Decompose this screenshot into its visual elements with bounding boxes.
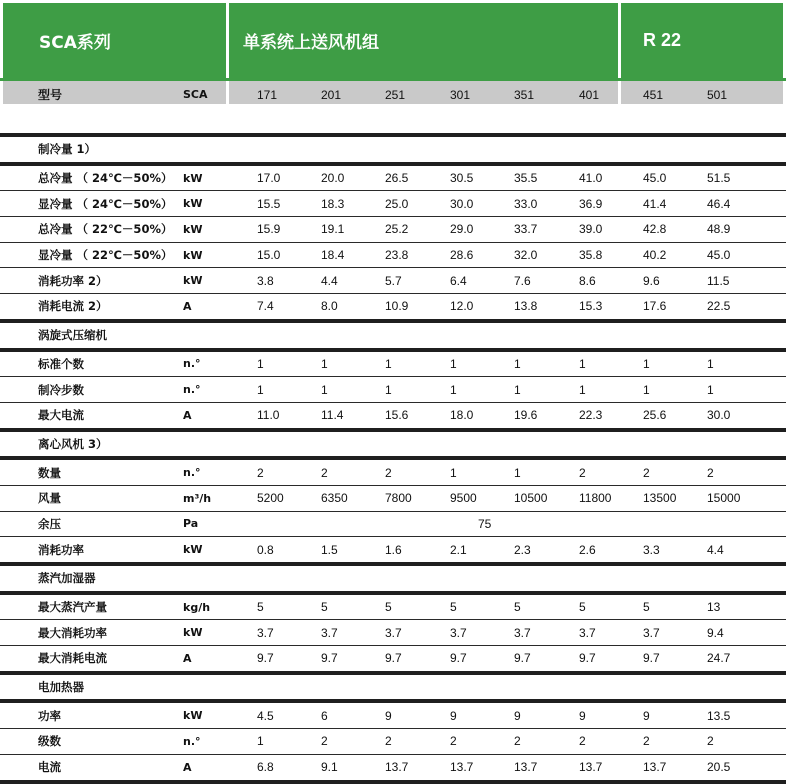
row-value: 2 [321, 734, 328, 749]
row-label: 级数 [38, 734, 61, 749]
row-value: 6 [321, 708, 328, 723]
row-value: 2 [579, 465, 586, 480]
row-value: 13.5 [707, 708, 731, 723]
row-value: 1 [450, 356, 457, 371]
row-value: 45.0 [643, 171, 667, 186]
row-label: 总冷量 （ 24℃－50%） [38, 171, 173, 186]
row-value: 11800 [579, 491, 612, 506]
row-value: 5.7 [385, 273, 402, 288]
model-number: 451 [643, 88, 664, 102]
model-number: 401 [579, 88, 600, 102]
table-row [0, 377, 786, 402]
row-value: 13 [707, 600, 721, 615]
row-label: 消耗功率 2） [38, 273, 108, 288]
table-row [0, 512, 786, 537]
row-value: 9.6 [643, 273, 660, 288]
row-value: 3.7 [385, 625, 402, 640]
row-value: 15.5 [257, 196, 281, 211]
row-value: 41.0 [579, 171, 603, 186]
row-value: 5 [450, 600, 457, 615]
row-value: 8.6 [579, 273, 596, 288]
row-unit: n.° [183, 383, 201, 397]
row-value: 13.7 [385, 760, 409, 775]
row-unit: kW [183, 709, 203, 723]
series-title: SCA系列 [39, 33, 111, 53]
table-row [0, 646, 786, 671]
row-value: 5 [579, 600, 586, 615]
section-label: 涡旋式压缩机 [38, 328, 107, 343]
row-value: 2.6 [579, 542, 596, 557]
row-value: 17.6 [643, 299, 667, 314]
row-value: 28.6 [450, 248, 474, 263]
row-label: 标准个数 [38, 356, 84, 371]
row-value: 13.7 [514, 760, 538, 775]
row-value: 22.3 [579, 408, 603, 423]
model-band-middle [229, 81, 618, 104]
row-value: 23.8 [385, 248, 409, 263]
row-value: 17.0 [257, 171, 281, 186]
table-row [0, 595, 786, 620]
row-value: 6.8 [257, 760, 274, 775]
row-value: 2 [707, 465, 714, 480]
row-value: 3.7 [450, 625, 467, 640]
row-value: 3.7 [321, 625, 338, 640]
row-value: 2 [385, 734, 392, 749]
row-label: 数量 [38, 465, 61, 480]
row-unit: m³/h [183, 491, 212, 505]
row-value: 9 [450, 708, 457, 723]
row-value: 36.9 [579, 196, 603, 211]
row-value: 2 [450, 734, 457, 749]
row-value: 1 [707, 382, 714, 397]
row-value: 2 [321, 465, 328, 480]
row-value: 9.7 [514, 651, 531, 666]
row-value: 5200 [257, 491, 284, 506]
row-value: 9.7 [321, 651, 338, 666]
row-value: 1.6 [385, 542, 402, 557]
row-value: 75 [478, 516, 492, 531]
row-value: 26.5 [385, 171, 409, 186]
row-unit: kW [183, 222, 203, 236]
row-value: 15.3 [579, 299, 603, 314]
row-value: 7800 [385, 491, 412, 506]
row-value: 2.3 [514, 542, 531, 557]
refrigerant-header [621, 3, 783, 78]
section-header-row [0, 675, 786, 700]
row-value: 1 [514, 356, 521, 371]
row-value: 30.0 [707, 408, 731, 423]
row-label: 最大消耗功率 [38, 625, 107, 640]
table-row [0, 703, 786, 728]
table-row [0, 486, 786, 511]
row-label: 消耗功率 [38, 542, 84, 557]
row-label: 显冷量 （ 24℃－50%） [38, 196, 173, 211]
model-unit: SCA [183, 88, 208, 101]
row-value: 33.7 [514, 222, 538, 237]
row-value: 30.0 [450, 196, 474, 211]
row-value: 1 [579, 382, 586, 397]
row-value: 15000 [707, 491, 741, 506]
row-value: 1 [450, 382, 457, 397]
row-unit: kg/h [183, 600, 211, 614]
section-header-row [0, 323, 786, 348]
row-value: 22.5 [707, 299, 731, 314]
table-row [0, 217, 786, 242]
row-unit: kW [183, 171, 203, 185]
row-value: 1 [579, 356, 586, 371]
table-row [0, 166, 786, 191]
table-row [0, 403, 786, 428]
row-value: 7.4 [257, 299, 274, 314]
row-value: 4.4 [321, 273, 338, 288]
section-label: 蒸汽加湿器 [38, 571, 96, 586]
row-value: 20.5 [707, 760, 731, 775]
row-value: 45.0 [707, 248, 731, 263]
row-value: 1 [257, 382, 264, 397]
row-value: 48.9 [707, 222, 731, 237]
section-label: 离心风机 3） [38, 436, 108, 451]
row-value: 10500 [514, 491, 548, 506]
row-value: 33.0 [514, 196, 538, 211]
row-value: 6350 [321, 491, 348, 506]
section-label: 制冷量 1） [38, 142, 97, 157]
row-value: 42.8 [643, 222, 667, 237]
table-row [0, 191, 786, 216]
row-value: 2 [385, 465, 392, 480]
model-number: 301 [450, 88, 471, 102]
row-value: 30.5 [450, 171, 474, 186]
row-value: 9.7 [450, 651, 467, 666]
row-value: 1.5 [321, 542, 338, 557]
row-value: 1 [514, 465, 521, 480]
row-value: 9 [643, 708, 650, 723]
row-value: 4.4 [707, 542, 724, 557]
row-value: 18.4 [321, 248, 345, 263]
row-value: 41.4 [643, 196, 667, 211]
row-value: 10.9 [385, 299, 409, 314]
row-value: 9.4 [707, 625, 724, 640]
row-value: 2 [643, 465, 650, 480]
row-value: 19.6 [514, 408, 538, 423]
row-value: 11.0 [257, 408, 280, 423]
model-number: 201 [321, 88, 342, 102]
row-label: 最大蒸汽产量 [38, 600, 107, 615]
row-value: 9 [385, 708, 392, 723]
spec-table [0, 133, 786, 784]
row-unit: A [183, 651, 192, 665]
row-value: 8.0 [321, 299, 338, 314]
row-value: 15.9 [257, 222, 281, 237]
row-value: 1 [321, 382, 328, 397]
row-value: 9.7 [257, 651, 274, 666]
row-label: 电流 [38, 760, 61, 775]
row-label: 最大消耗电流 [38, 651, 107, 666]
row-value: 3.7 [579, 625, 596, 640]
row-unit: A [183, 408, 192, 422]
row-value: 2 [707, 734, 714, 749]
row-unit: A [183, 299, 192, 313]
model-number: 351 [514, 88, 535, 102]
row-value: 4.5 [257, 708, 274, 723]
model-number: 171 [257, 88, 278, 102]
model-label: 型号 [38, 88, 63, 102]
row-value: 24.7 [707, 651, 731, 666]
row-value: 1 [450, 465, 457, 480]
table-row [0, 537, 786, 562]
row-value: 32.0 [514, 248, 538, 263]
row-value: 2 [643, 734, 650, 749]
row-value: 13500 [643, 491, 677, 506]
row-value: 2.1 [450, 542, 467, 557]
row-value: 20.0 [321, 171, 345, 186]
row-label: 风量 [38, 491, 61, 506]
refrigerant-label: R 22 [643, 30, 682, 50]
row-value: 7.6 [514, 273, 531, 288]
row-value: 0.8 [257, 542, 274, 557]
row-value: 25.0 [385, 196, 409, 211]
row-divider [0, 780, 786, 784]
row-value: 9 [579, 708, 586, 723]
row-value: 15.6 [385, 408, 409, 423]
row-value: 11.4 [321, 408, 344, 423]
table-row [0, 620, 786, 645]
row-unit: kW [183, 197, 203, 211]
row-value: 1 [321, 356, 328, 371]
row-value: 12.0 [450, 299, 474, 314]
row-unit: kW [183, 274, 203, 288]
row-label: 总冷量 （ 22℃－50%） [38, 222, 173, 237]
row-value: 9.7 [579, 651, 596, 666]
row-value: 9.7 [643, 651, 660, 666]
table-row [0, 243, 786, 268]
row-value: 2 [257, 465, 264, 480]
row-value: 35.8 [579, 248, 603, 263]
row-unit: n.° [183, 734, 201, 748]
table-row [0, 460, 786, 485]
row-value: 5 [257, 600, 264, 615]
row-value: 3.7 [643, 625, 660, 640]
section-label: 电加热器 [38, 680, 84, 695]
row-value: 3.8 [257, 273, 274, 288]
row-label: 余压 [38, 516, 61, 531]
row-value: 3.7 [257, 625, 274, 640]
row-unit: kW [183, 248, 203, 262]
row-value: 13.7 [643, 760, 667, 775]
row-unit: A [183, 760, 192, 774]
row-value: 13.7 [450, 760, 474, 775]
row-value: 15.0 [257, 248, 281, 263]
row-value: 25.2 [385, 222, 409, 237]
row-value: 51.5 [707, 171, 731, 186]
row-value: 18.3 [321, 196, 345, 211]
row-value: 1 [257, 356, 264, 371]
row-value: 9 [514, 708, 521, 723]
row-value: 11.5 [707, 273, 730, 288]
row-value: 5 [321, 600, 328, 615]
row-value: 1 [643, 356, 650, 371]
section-header-row [0, 137, 786, 162]
row-value: 2 [514, 734, 521, 749]
row-label: 功率 [38, 708, 61, 723]
row-value: 1 [643, 382, 650, 397]
row-value: 1 [385, 382, 392, 397]
row-value: 39.0 [579, 222, 603, 237]
row-value: 46.4 [707, 196, 731, 211]
row-value: 25.6 [643, 408, 667, 423]
row-value: 5 [385, 600, 392, 615]
row-value: 9.7 [385, 651, 402, 666]
row-value: 6.4 [450, 273, 467, 288]
table-row [0, 729, 786, 754]
row-unit: n.° [183, 466, 201, 480]
row-value: 1 [257, 734, 264, 749]
table-row [0, 268, 786, 293]
table-row [0, 755, 786, 780]
model-number: 251 [385, 88, 406, 102]
row-value: 35.5 [514, 171, 538, 186]
row-value: 13.7 [579, 760, 603, 775]
section-header-row [0, 432, 786, 457]
row-label: 制冷步数 [38, 382, 84, 397]
row-value: 9500 [450, 491, 477, 506]
row-value: 5 [643, 600, 650, 615]
row-unit: kW [183, 626, 203, 640]
row-value: 18.0 [450, 408, 474, 423]
row-value: 3.3 [643, 542, 660, 557]
table-row [0, 352, 786, 377]
section-header-row [0, 566, 786, 591]
row-value: 2 [579, 734, 586, 749]
row-value: 1 [707, 356, 714, 371]
series-header [3, 3, 226, 78]
row-label: 最大电流 [38, 408, 84, 423]
row-unit: Pa [183, 517, 199, 531]
row-label: 消耗电流 2） [38, 299, 108, 314]
table-row [0, 294, 786, 319]
row-value: 19.1 [321, 222, 345, 237]
row-unit: n.° [183, 357, 201, 371]
row-value: 9.1 [321, 760, 338, 775]
row-value: 40.2 [643, 248, 667, 263]
row-value: 1 [385, 356, 392, 371]
product-header [229, 3, 618, 78]
row-value: 1 [514, 382, 521, 397]
product-title: 单系统上送风机组 [243, 33, 379, 53]
row-label: 显冷量 （ 22℃－50%） [38, 248, 173, 263]
row-value: 29.0 [450, 222, 474, 237]
row-unit: kW [183, 543, 203, 557]
row-value: 3.7 [514, 625, 531, 640]
model-number: 501 [707, 88, 728, 102]
row-value: 5 [514, 600, 521, 615]
row-value: 13.8 [514, 299, 538, 314]
